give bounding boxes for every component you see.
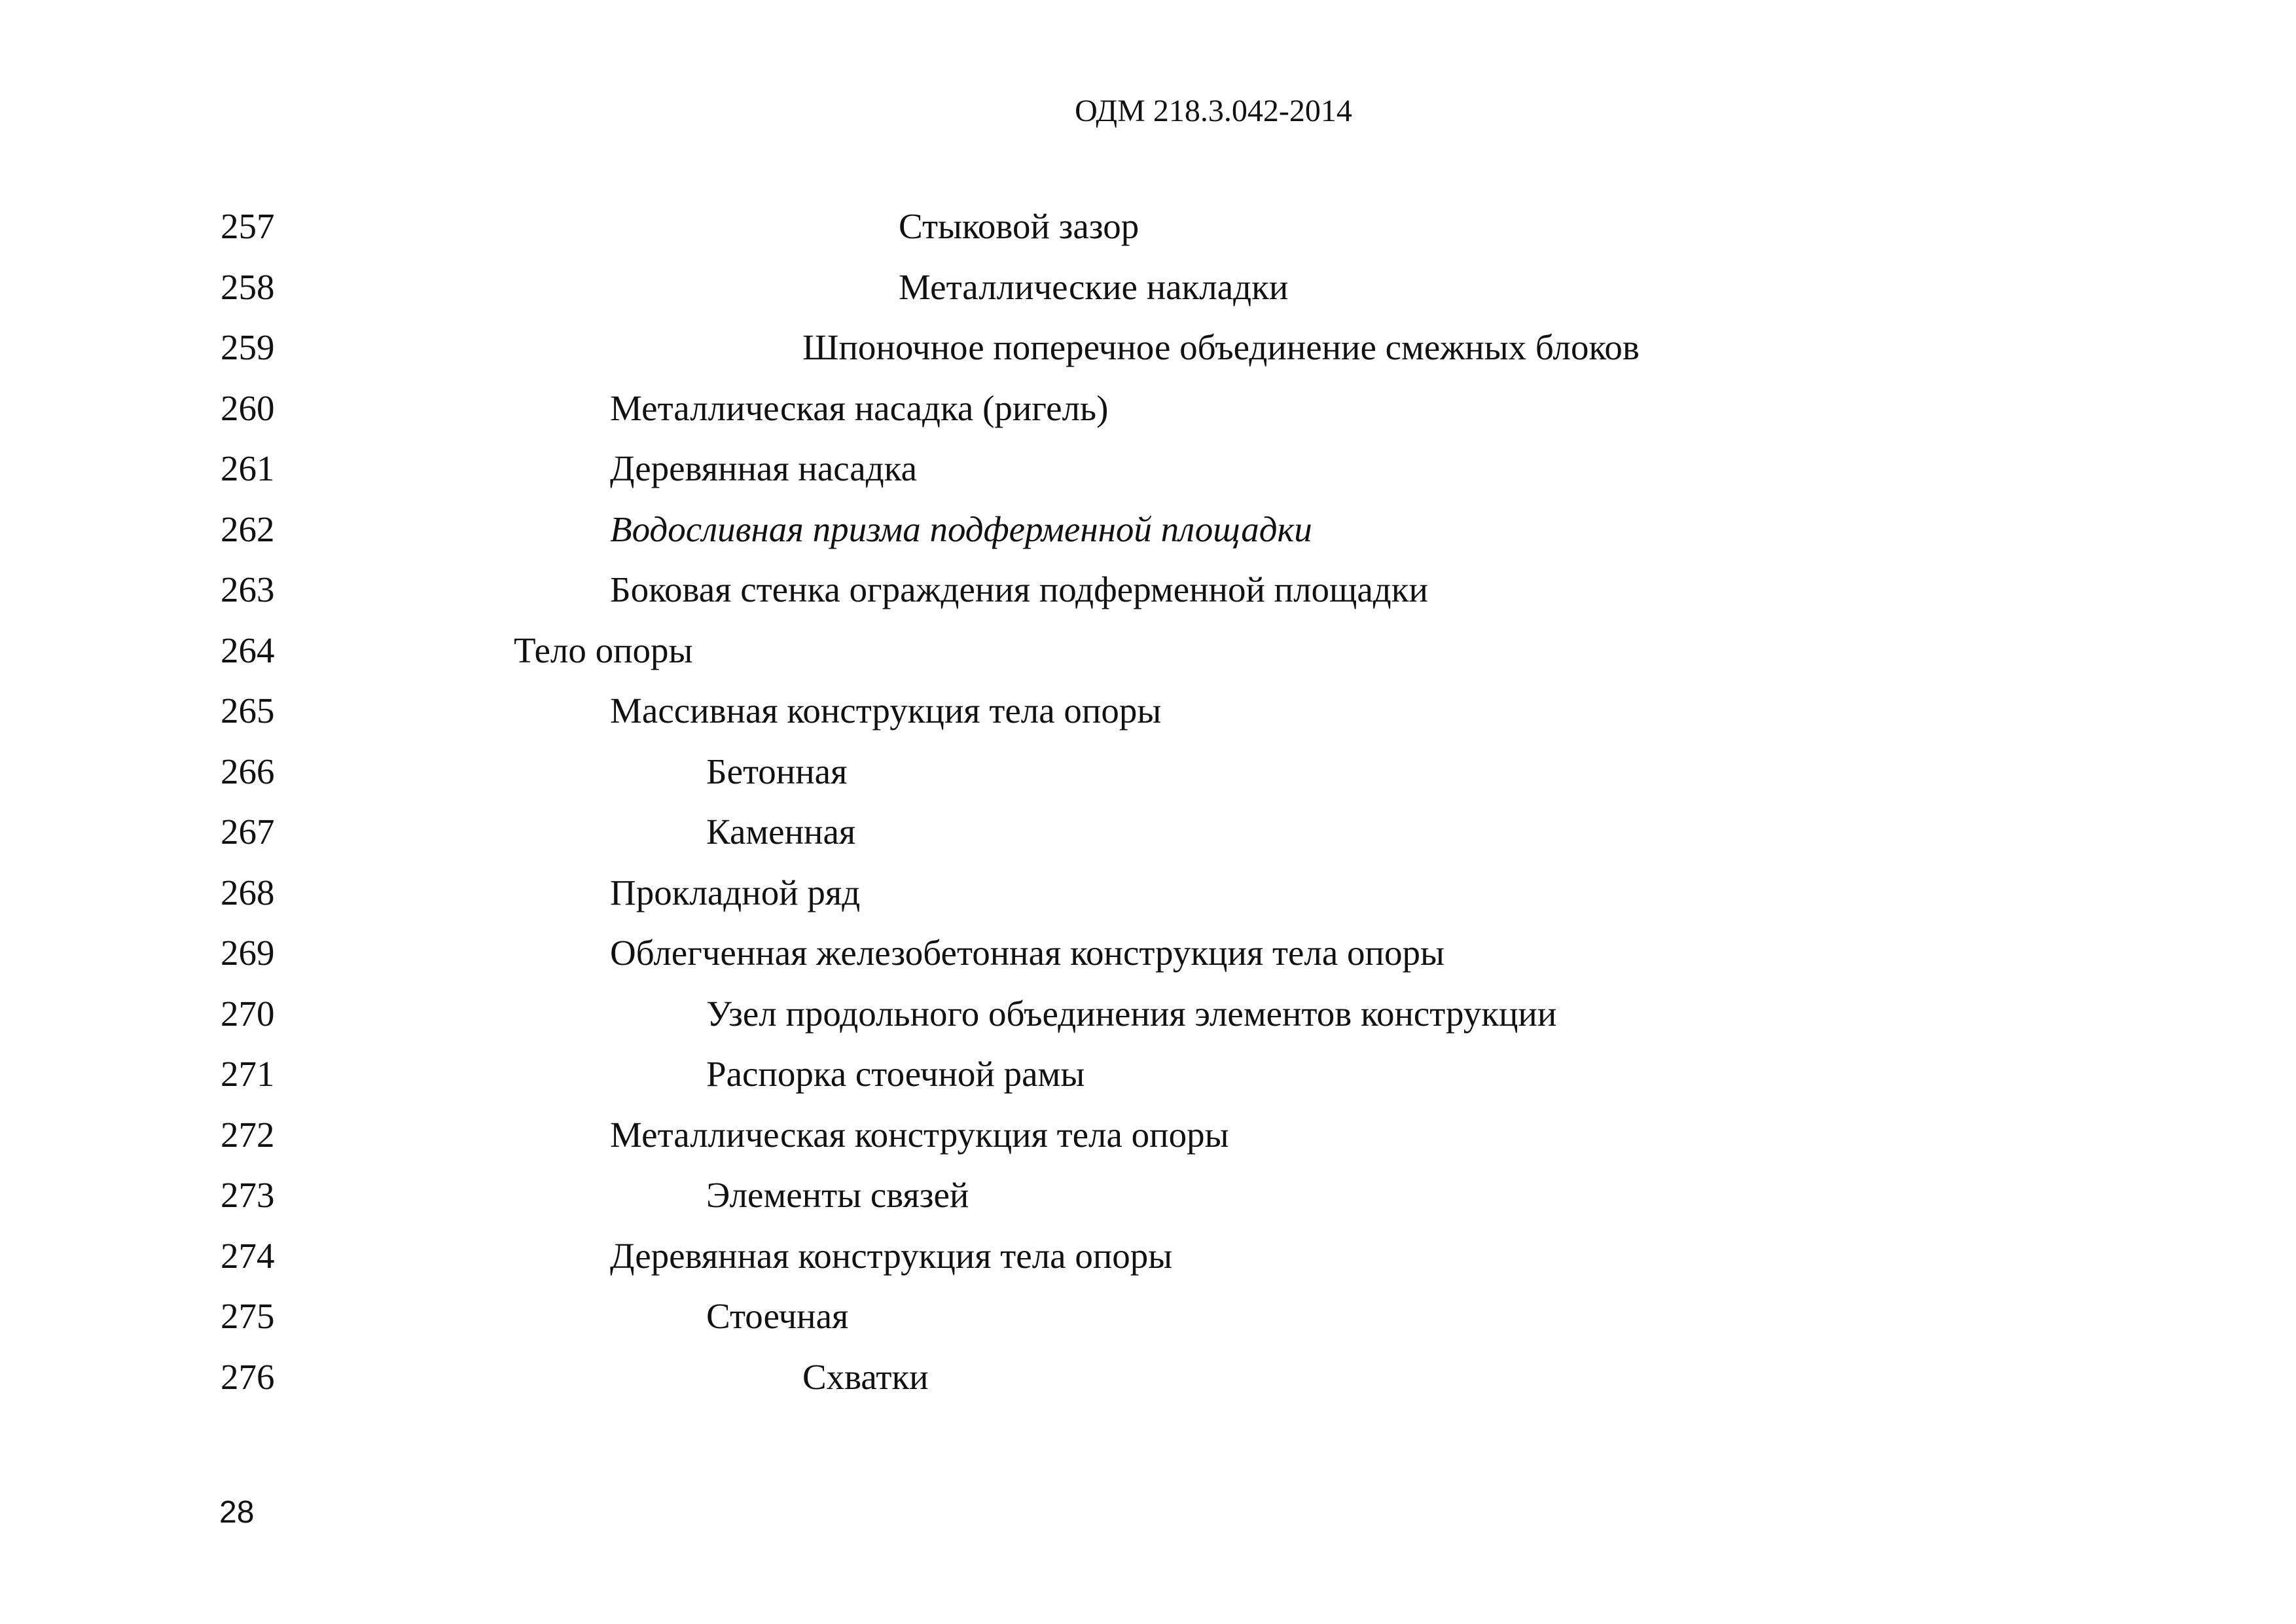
- list-item: [0, 1165, 2296, 1226]
- list-item: [0, 681, 2296, 742]
- entry-text: Стыковой зазор: [899, 206, 1139, 246]
- list-item: [0, 984, 2296, 1045]
- entry-text: Металлическая насадка (ригель): [610, 388, 1109, 428]
- list-item: [0, 742, 2296, 803]
- list-item: [0, 196, 2296, 257]
- entry-text: Металлическая конструкция тела опоры: [610, 1114, 1229, 1155]
- entry-number: 257: [221, 206, 275, 246]
- entry-number: 260: [221, 388, 275, 428]
- list-item: [0, 1105, 2296, 1166]
- entry-text: Боковая стенка ограждения подферменной площадки: [610, 569, 1428, 609]
- entry-number: 270: [221, 993, 275, 1034]
- entry-number: 273: [221, 1175, 275, 1215]
- entry-number: 261: [221, 448, 275, 488]
- entry-text: Стоечная: [706, 1296, 849, 1336]
- entry-number: 262: [221, 509, 275, 549]
- list-item: [0, 863, 2296, 924]
- entry-number: 268: [221, 872, 275, 912]
- page-number: 28: [219, 1495, 255, 1530]
- list-item: [0, 499, 2296, 560]
- list-item: [0, 560, 2296, 621]
- entry-text: Схватки: [802, 1356, 929, 1397]
- entry-text: Бетонная: [706, 751, 848, 791]
- entry-text: Водосливная призма подферменной площадки: [610, 509, 1312, 549]
- entry-number: 274: [221, 1235, 275, 1276]
- list-item: [0, 317, 2296, 378]
- entry-number: 266: [221, 751, 275, 791]
- entry-text: Каменная: [706, 812, 856, 852]
- entry-number: 264: [221, 630, 275, 670]
- entry-text: Тело опоры: [514, 630, 693, 670]
- entry-text: Распорка стоечной рамы: [706, 1054, 1085, 1094]
- list-item: [0, 1347, 2296, 1408]
- entry-text: Облегченная железобетонная конструкция тела опоры: [610, 933, 1444, 973]
- entry-number: 271: [221, 1054, 275, 1094]
- entry-number: 275: [221, 1296, 275, 1336]
- list-item: [0, 378, 2296, 439]
- list-item: [0, 802, 2296, 863]
- entry-number: 269: [221, 933, 275, 973]
- entry-text: Шпоночное поперечное объединение смежных блоков: [802, 327, 1640, 367]
- list-item: [0, 1226, 2296, 1287]
- entry-text: Массивная конструкция тела опоры: [610, 691, 1162, 731]
- entry-number: 265: [221, 691, 275, 731]
- entry-text: Узел продольного объединения элементов конструкции: [706, 993, 1557, 1034]
- entry-text: Прокладной ряд: [610, 872, 861, 912]
- list-item: [0, 923, 2296, 984]
- list-item: [0, 439, 2296, 499]
- list-item: [0, 257, 2296, 318]
- entry-text: Деревянная конструкция тела опоры: [610, 1235, 1173, 1276]
- entry-number: 267: [221, 812, 275, 852]
- entry-number: 263: [221, 569, 275, 609]
- list-item: [0, 621, 2296, 681]
- entry-number: 259: [221, 327, 275, 367]
- list-item: [0, 1286, 2296, 1347]
- list-item: [0, 1044, 2296, 1105]
- entry-text: Элементы связей: [706, 1175, 969, 1215]
- entry-text: Металлические накладки: [899, 266, 1289, 307]
- document-code-header: ОДМ 218.3.042-2014: [1075, 94, 1352, 128]
- entry-number: 258: [221, 266, 275, 307]
- classifier-entry-list: [0, 196, 2296, 1407]
- entry-text: Деревянная насадка: [610, 448, 918, 488]
- entry-number: 276: [221, 1356, 275, 1397]
- entry-number: 272: [221, 1114, 275, 1155]
